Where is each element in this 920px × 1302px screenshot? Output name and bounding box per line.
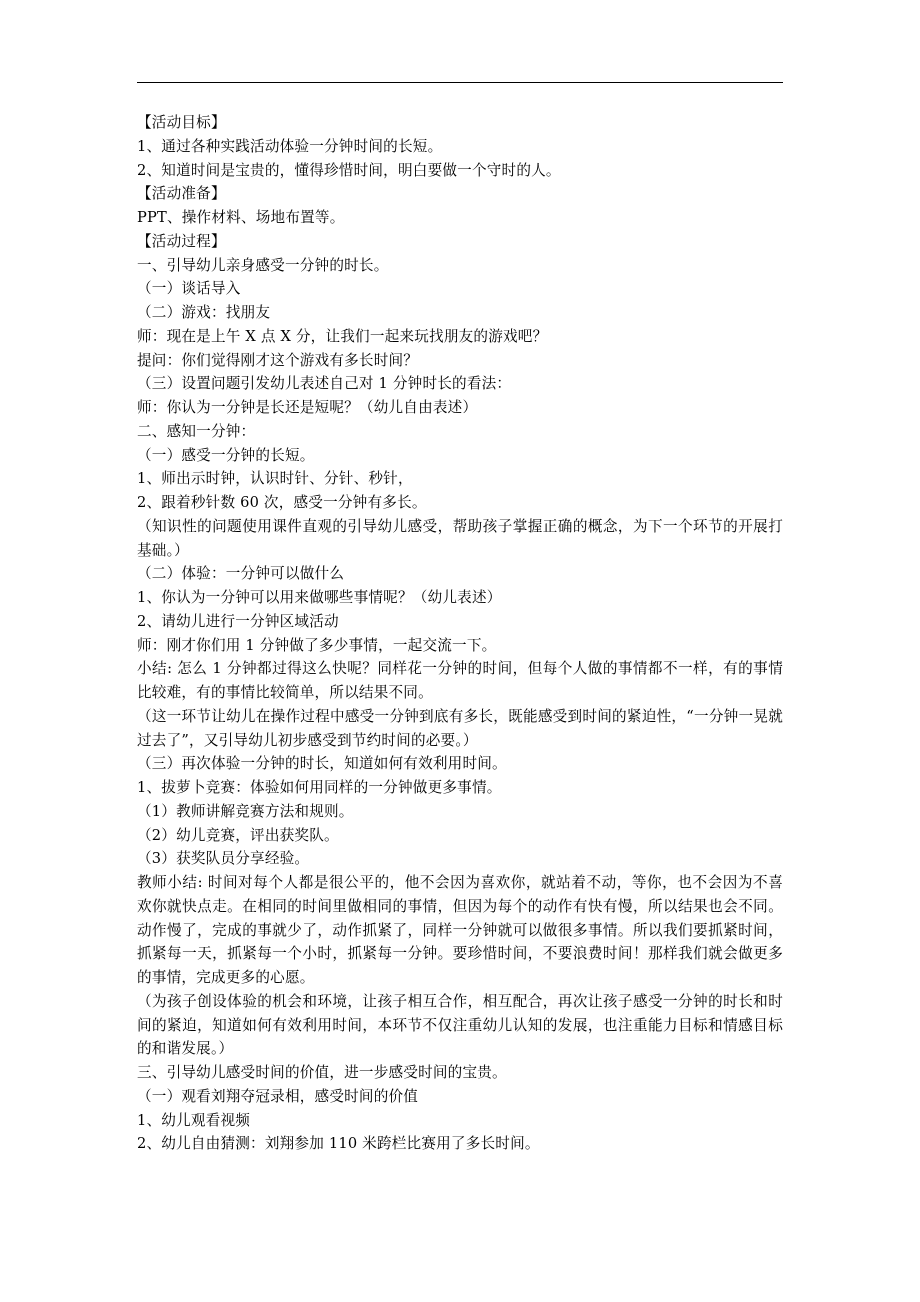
section-3-item-2: 2、幼儿自由猜测：刘翔参加 110 米跨栏比赛用了多长时间。 <box>137 1135 540 1153</box>
heading-activity-process: 【活动过程】 <box>137 232 226 250</box>
note-paragraph-1: （知识性的问题使用课件直观的引导幼儿感受，帮助孩子掌握正确的概念，为下一个环节的开展打基础。） <box>137 517 783 559</box>
summary-paragraph-1: 小结: 怎么 1 分钟都过得这么快呢？同样花一分钟的时间，但每个人做的事情都不一样，有的事情比较难，有的事情比较简单，所以结果不同。 <box>137 660 783 701</box>
heading-activity-preparation: 【活动准备】 <box>137 185 226 203</box>
section-1-title: 一、引导幼儿亲身感受一分钟的时长。 <box>137 256 389 274</box>
teacher-line-2: 师：你认为一分钟是长还是短呢？（幼儿自由表述） <box>137 399 478 416</box>
teacher-line-3: 师：刚才你们用 1 分钟做了多少事情，一起交流一下。 <box>137 636 497 654</box>
race-sub-1: （1）教师讲解竞赛方法和规则。 <box>137 802 354 820</box>
preparation-text: PPT、操作材料、场地布置等。 <box>137 209 345 226</box>
teacher-summary-paragraph: 教师小结: 时间对每个人都是很公平的，他不会因为喜欢你，就站着不动，等你，也不会因为不喜欢你就快点走。在相同的时间里做相同的事情，但因为每个的动作有快有慢，所以结果也会不同。动作慢了，完成的事就少了，动作抓紧了，同样一分钟就可以做很多事情。所以我们要抓紧时间，抓紧每一天，抓紧每一个小时，抓紧每一分钟。要珍惜时间，不要浪费时间！那样我们就会做更多的事情，完成更多的心愿。 <box>137 874 783 986</box>
section-1-step-2: （二）游戏：找朋友 <box>137 304 271 321</box>
race-sub-3: （3）获奖队员分享经验。 <box>137 850 310 868</box>
race-item: 1、拔萝卜竞赛：体验如何用同样的一分钟做更多事情。 <box>137 779 502 796</box>
question-line: 提问：你们觉得刚才这个游戏有多长时间？ <box>137 351 419 369</box>
section-2-title: 二、感知一分钟： <box>137 422 256 440</box>
header-rule <box>137 82 783 83</box>
teacher-line-1: 师：现在是上午 X 点 X 分，让我们一起来玩找朋友的游戏吧？ <box>137 327 548 345</box>
section-2-step-2-item-1: 1、你认为一分钟可以用来做哪些事情呢？（幼儿表述） <box>137 589 502 606</box>
section-3-item-1: 1、幼儿观看视频 <box>137 1111 251 1129</box>
section-1-step-1: （一）谈话导入 <box>137 280 241 298</box>
heading-activity-goals: 【活动目标】 <box>137 114 226 131</box>
note-paragraph-3: （为孩子创设体验的机会和环境，让孩子相互合作，相互配合，再次让孩子感受一分钟的时长和时间的紧迫，知道如何有效利用时间，本环节不仅注重幼儿认知的发展，也注重能力目标和情感目标的和谐发展。） <box>137 992 783 1058</box>
document-body <box>137 111 783 1156</box>
section-2-step-2-item-2: 2、请幼儿进行一分钟区域活动 <box>137 612 339 630</box>
section-1-step-3: （三）设置问题引发幼儿表述自己对 1 分钟时长的看法： <box>137 375 512 393</box>
goal-item-2: 2、知道时间是宝贵的，懂得珍惜时间，明白要做一个守时的人。 <box>137 161 561 179</box>
race-sub-2: （2）幼儿竞赛，评出获奖队。 <box>137 826 339 844</box>
section-2-step-1: （一）感受一分钟的长短。 <box>137 446 315 464</box>
note-paragraph-2: （这一环节让幼儿在操作过程中感受一分钟到底有多长，既能感受到时间的紧迫性，“一分钟一晃就过去了”，又引导幼儿初步感受到节约时间的必要。） <box>137 707 783 749</box>
section-2-step-3: （三）再次体验一分钟的时长，知道如何有效利用时间。 <box>137 755 507 773</box>
goal-item-1: 1、通过各种实践活动体验一分钟时间的长短。 <box>137 137 443 155</box>
section-3-step-1: （一）观看刘翔夺冠录相，感受时间的价值 <box>137 1087 419 1105</box>
section-3-title: 三、引导幼儿感受时间的价值，进一步感受时间的宝贵。 <box>137 1064 507 1081</box>
section-2-step-2: （二）体验：一分钟可以做什么 <box>137 565 345 583</box>
section-2-item-2: 2、跟着秒针数 60 次，感受一分钟有多长。 <box>137 494 427 511</box>
section-2-item-1: 1、师出示时钟，认识时针、分针、秒针， <box>137 470 413 488</box>
